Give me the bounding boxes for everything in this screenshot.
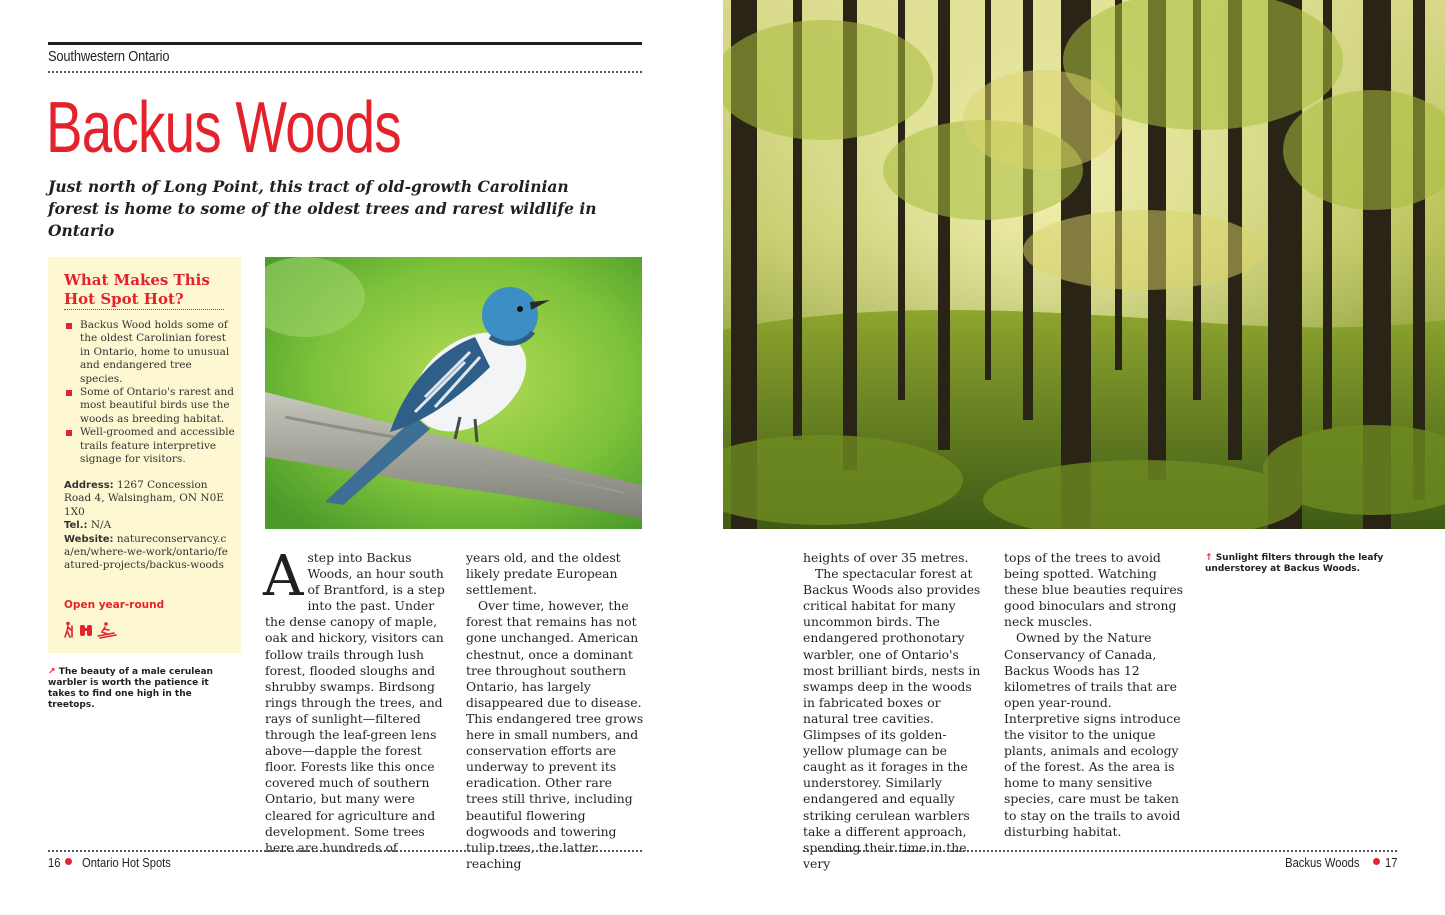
page-subtitle: Just north of Long Point, this tract of old-growth Carolinian forest is home to some of the oldest trees and rarest wildlife in Ontario — [48, 177, 597, 240]
caption-arrow-icon: ↑ — [1205, 553, 1213, 563]
tel-label: Tel.: — [64, 520, 88, 532]
footer-dot-icon — [1373, 858, 1380, 865]
cerulean-warbler-photo — [265, 257, 642, 529]
website-link[interactable]: natureconservancy.ca/en/where-we-work/ontario/featured-projects/backus-woods — [64, 532, 228, 572]
cross-country-skiing-icon — [98, 622, 116, 638]
section-top-rule — [48, 42, 642, 45]
tel-value: N/A — [90, 519, 112, 532]
body-column-3 — [803, 550, 983, 872]
sidebar-heading: What Makes This Hot Spot Hot? — [64, 271, 210, 308]
forest-photo — [723, 0, 1445, 529]
footer-dotted-rule-left — [48, 850, 642, 852]
list-item: Well-groomed and accessible trails feature interpretive signage for visitors. — [64, 426, 236, 466]
page-number-left: 16 — [48, 855, 61, 870]
open-status: Open year-round — [64, 599, 165, 611]
body-column-2 — [466, 550, 646, 872]
footer-dotted-rule-right — [803, 850, 1397, 852]
forest-photo-caption — [1205, 553, 1390, 575]
website-label: Website: — [64, 533, 114, 545]
hot-spot-sidebar — [48, 257, 241, 653]
hiking-icon — [65, 622, 72, 637]
page-number-right: 17 — [1384, 855, 1397, 870]
section-label: Southwestern Ontario — [48, 48, 170, 65]
body-column-1 — [263, 544, 445, 856]
body-paragraph: heights of over 35 metres. — [803, 550, 969, 565]
address-line — [64, 479, 229, 519]
website-line — [64, 533, 229, 573]
bird-photo-caption — [48, 667, 228, 711]
sidebar-dotted-rule — [64, 309, 224, 310]
address-label: Address: — [64, 480, 114, 491]
address-value: 1267 Concession Road 4, Walsingham, ON N0E 1X0 — [64, 479, 224, 518]
activity-icons — [62, 621, 162, 639]
list-item: Some of Ontario's rarest and most beautiful birds use the woods as breeding habitat. — [64, 386, 236, 426]
body-column-4 — [1004, 550, 1186, 840]
body-paragraph: years old, and the oldest likely predate European settlement. — [466, 550, 621, 598]
drop-cap: A — [263, 544, 304, 609]
section-dotted-rule — [48, 71, 642, 73]
list-item: Backus Wood holds some of the oldest Carolinian forest in Ontario, home to unusual and endangered tree species. — [64, 319, 236, 386]
footer-dot-icon — [65, 858, 72, 865]
sidebar-bullet-list — [64, 319, 236, 466]
page-title: Backus Woods — [46, 88, 401, 168]
footer-book-title: Ontario Hot Spots — [82, 855, 171, 870]
footer-chapter-title: Backus Woods — [1284, 855, 1359, 870]
bird-illustration — [265, 257, 642, 529]
body-paragraph: tops of the trees to avoid being spotted. Watching these blue beauties requires good binoculars and strong neck muscles. — [1004, 550, 1184, 630]
caption-text: Sunlight filters through the leafy understorey at Backus Woods. — [1205, 553, 1384, 574]
body-paragraph: The spectacular forest at Backus Woods also provides critical habitat for many uncommon birds. The endangered prothonotary warbler, one of Ontario's most brilliant birds, nests in swamps deep in the woods in fabricated boxes or natural tree cavities. Glimpses of its golden-yellow plumage can be caught as it forages in the understorey. Similarly endangered and equally striking cerulean warblers take a different approach, spending their time in the very — [803, 566, 981, 871]
caption-text: The beauty of a male cerulean warbler is worth the patience it takes to find one high in the treetops. — [48, 667, 213, 710]
caption-arrow-icon: ↗ — [48, 667, 56, 677]
birding-binoculars-icon — [80, 625, 92, 636]
sidebar-contact-info — [64, 479, 229, 573]
body-paragraph: step into Backus Woods, an hour south of Brantford, is a step into the past. Under the dense canopy of maple, oak and hickory, visitors can follow trails through lush forest, flooded sloughs and shrubby swamps. Birdsong rings through the trees, and rays of sunlight—filtered through the leaf-green lens above—dapple the forest floor. Forests like this once covered much of southern Ontario, but many were cleared for agriculture and development. Some trees here are hundreds of — [265, 550, 445, 855]
body-paragraph: Owned by the Nature Conservancy of Canada, Backus Woods has 12 kilometres of trails that are open year-round. Interpretive signs introduce the visitor to the unique plants, animals and ecology of the forest. As the area is home to many sensitive species, care must be taken to stay on the trails to avoid disturbing habitat. — [1004, 630, 1181, 839]
forest-illustration — [723, 0, 1445, 529]
body-paragraph: Over time, however, the forest that remains has not gone unchanged. American chestnut, once a dominant tree throughout southern Ontario, has largely disappeared due to disease. This endangered tree grows here in small numbers, and conservation efforts are underway to prevent its eradication. Other rare trees still thrive, including beautiful flowering dogwoods and towering tulip trees, the latter reaching — [466, 598, 644, 871]
tel-line — [64, 519, 229, 532]
